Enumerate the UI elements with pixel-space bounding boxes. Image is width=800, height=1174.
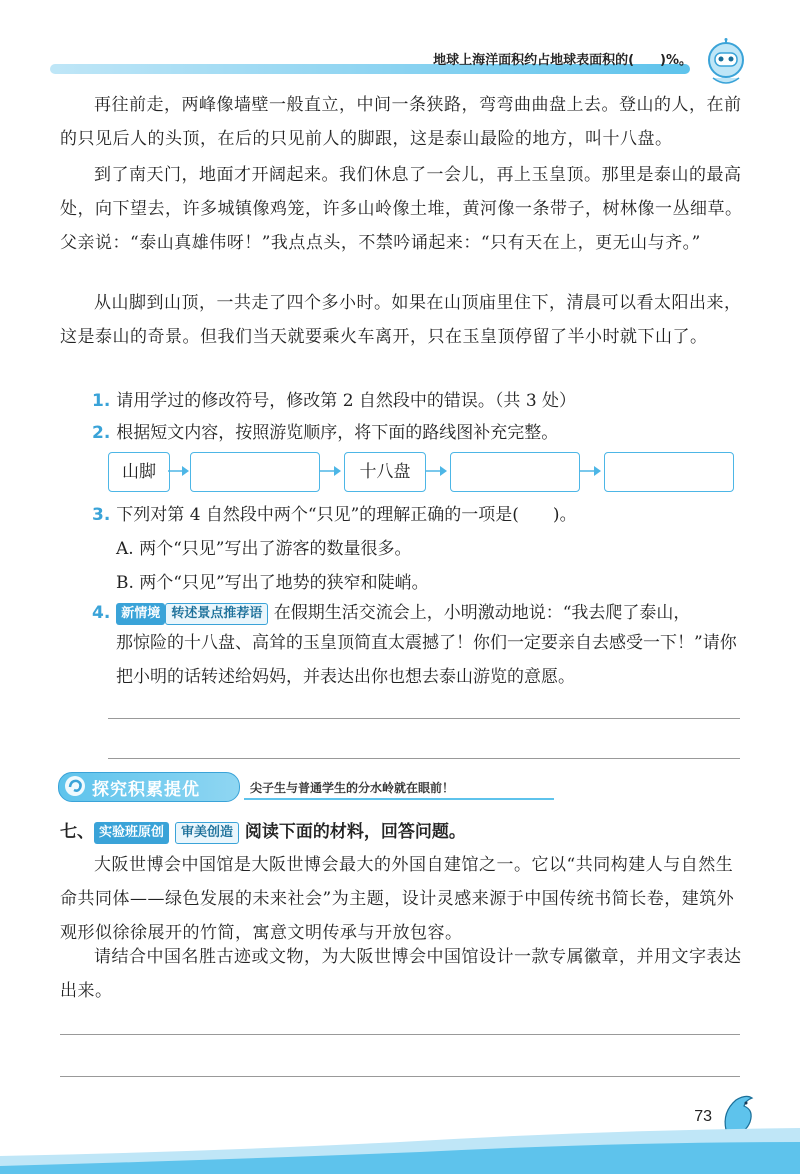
question-text: 请用学过的修改符号，修改第 2 自然段中的错误。（共 3 处） [116,391,577,411]
task-type-tag: 转述景点推荐语 [165,603,268,625]
passage-paragraph-3: 再往前走，两峰像墙壁一般直立，中间一条狭路，弯弯曲曲盘上去。登山的人，在前的只见后人的头顶，在后的只见前人的脚跟，这是泰山最险的地方，叫十八盘。 [60,95,742,149]
question-4-text-rest: 那惊险的十八盘、高耸的玉皇顶简直太震撼了！你们一定要亲自去感受一下！”请你把小明的话转述给妈妈，并表达出你也想去泰山游览的意愿。 [116,633,737,687]
robot-mascot-icon [700,38,752,88]
option-b[interactable]: B. 两个“只见”写出了地势的狭窄和陡峭。 [116,573,429,593]
question-prompt: 阅读下面的材料，回答问题。 [244,822,466,842]
header-fact: 地球上海洋面积约占地球表面积的( )%。 [433,53,692,68]
arrow-right-icon [580,464,602,478]
original-tag: 实验班原创 [94,822,169,844]
question-text: 在假期生活交流会上，小明激动地说：“我去爬了泰山， [273,603,691,623]
route-box-blank-1[interactable] [190,452,320,492]
route-box-blank-3[interactable] [604,452,734,492]
arrow-right-icon [320,464,342,478]
question-text: 根据短文内容，按照游览顺序，将下面的路线图补充完整。 [116,423,559,443]
question-text: 下列对第 4 自然段中两个“只见”的理解正确的一项是( )。 [116,505,577,525]
passage-paragraph-nantianmen: 到了南天门，地面才开阔起来。我们休息了一会儿，再上玉皇顶。那里是泰山的最高处，向下望去，许多城镇像鸡笼，许多山岭像土堆，黄河像一条带子，树林像一丛细草。父亲说：“泰山真雄伟呀！”我点点头，不禁吟诵起来：“只有天在上，更无山与齐。” [60,165,743,253]
question-1 [92,384,742,418]
section-header [58,772,498,802]
question-number: 1. [92,391,111,411]
passage-paragraph-end: 从山脚到山顶，一共走了四个多小时。如果在山顶庙里住下，清晨可以看太阳出来，这是泰山的奇景。但我们当天就要乘火车离开，只在玉皇顶停留了半小时就下山了。 [60,293,742,347]
question-4 [92,596,742,630]
swirl-icon [62,774,88,798]
arrow-right-icon [168,464,190,478]
question-number: 2. [92,423,111,443]
material-paragraph: 大阪世博会中国馆是大阪世博会最大的外国自建馆之一。它以“共同构建人与自然生命共同体——绿色发展的未来社会”为主题，设计灵感来源于中国传统书简长卷，建筑外观形似徐徐展开的竹简，寓意文明传承与开放包容。 [60,855,735,943]
answer-line[interactable] [108,758,740,759]
section-subtitle: 尖子生与普通学生的分水岭就在眼前！ [250,781,455,795]
route-box-blank-2[interactable] [450,452,580,492]
answer-line[interactable] [60,1034,740,1035]
question-2 [92,416,742,450]
answer-line[interactable] [108,718,740,719]
route-diagram [108,452,738,492]
footer-wave [0,1122,800,1174]
skill-tag: 审美创造 [175,822,239,844]
task-paragraph: 请结合中国名胜古迹或文物，为大阪世博会中国馆设计一款专属徽章，并用文字表达出来。 [60,947,742,1001]
question-3 [92,498,742,532]
question-number: 3. [92,505,111,525]
section-title: 探究积累提优 [92,780,200,800]
question-7-heading [60,818,466,846]
route-box-shibapan: 十八盘 [344,452,426,492]
route-box-start: 山脚 [108,452,170,492]
question-number: 4. [92,603,111,623]
section-rule [244,798,554,800]
new-context-tag: 新情境 [116,603,165,625]
question-number: 七、 [60,822,94,842]
arrow-right-icon [426,464,448,478]
option-a[interactable]: A. 两个“只见”写出了游客的数量很多。 [116,539,412,559]
answer-line[interactable] [60,1076,740,1077]
page-number: 73 [694,1108,712,1125]
